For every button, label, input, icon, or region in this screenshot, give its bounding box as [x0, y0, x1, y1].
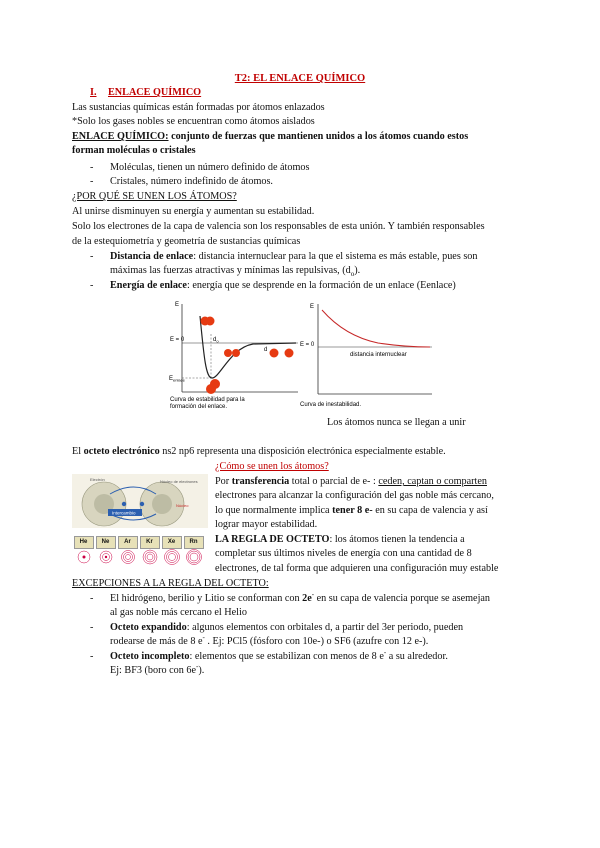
distance-item — [110, 250, 530, 279]
noble-gas-row — [74, 536, 206, 568]
p1-line-3-end: en su capa de valencia y así — [372, 504, 488, 516]
why-line-2: Solo los electrones de la capa de valencia son los responsables de esta unión. Y también responsables — [72, 221, 485, 232]
why-line-1: Al unirse disminuyen su energía y aumentan su estabilidad. — [72, 206, 315, 217]
shell-label: Núcleo de electrones — [160, 479, 198, 484]
caption: Curva de inestabilidad. — [300, 402, 362, 408]
p1-line-4: lograr mayor estabilidad. — [215, 519, 318, 531]
page-title: T2: EL ENLACE QUÍMICO — [234, 73, 366, 84]
energy-curve — [200, 316, 296, 378]
incomplete-line-1: : elementos que se estabilizan con menos de 8 e — [189, 651, 384, 662]
definition-term: ENLACE QUÍMICO: — [72, 131, 169, 142]
distance-text-1: : distancia internuclear para la que el sistema es más estable, pues son — [193, 251, 478, 262]
p1-line-3-pre: lo que normalmente implica — [215, 504, 333, 516]
d0-subscript: o — [216, 338, 219, 344]
shell-model-icon — [75, 549, 93, 565]
section-heading: ENLACE QUÍMICO — [108, 87, 202, 98]
electron-label: Electrón — [90, 477, 105, 482]
element-symbol: He — [74, 536, 94, 549]
section-number: I. — [90, 87, 97, 98]
exceptions-heading: EXCEPCIONES A LA REGLA DEL OCTETO: — [72, 578, 269, 589]
octet-term: octeto electrónico — [83, 446, 160, 457]
h-text-a: El hidrógeno, berilio y Litio se conforman con — [110, 593, 303, 604]
element-symbol: Ar — [118, 536, 138, 549]
incomplete-line-1-end: a su alrededor. — [386, 651, 448, 662]
bullet: - — [90, 162, 94, 173]
element-symbol: Kr — [140, 536, 160, 549]
energy-text: : energía que se desprende en la formación de un enlace (Eenlace) — [186, 280, 456, 291]
intro-line-1: Las sustancias químicas están formadas por átomos enlazados — [72, 102, 325, 113]
d-label: d — [264, 347, 268, 353]
h-text-c: en su capa de valencia porque se asemejan — [314, 593, 491, 604]
octet-rule-term: LA REGLA DE OCTETO — [215, 534, 330, 545]
electron-transfer-diagram — [72, 474, 208, 528]
distance-sub: o — [350, 270, 355, 279]
incomplete-sup: - — [383, 648, 387, 657]
distance-text-end: ). — [354, 265, 361, 277]
element-symbol: Ne — [96, 536, 116, 549]
d0-text: d — [213, 337, 217, 343]
caption-line-2: formación del enlace. — [170, 404, 228, 410]
expanded-sup: - — [202, 634, 205, 643]
expanded-line-2: rodearse de más de 8 e — [110, 636, 203, 648]
how-heading: ¿Cómo se unen los átomos? — [215, 461, 329, 472]
octet-rule-paragraph — [215, 533, 528, 576]
shell-model-icon — [185, 549, 203, 565]
incomplete-term: Octeto incompleto — [110, 651, 190, 662]
incomplete-line-2: Ej: BF3 (boro con 6e — [110, 665, 197, 677]
instability-curve-figure — [298, 298, 438, 414]
octet-line — [72, 445, 446, 459]
e0-label: E = 0 — [300, 342, 315, 348]
atom-circle — [206, 317, 215, 326]
energy-item — [110, 279, 530, 293]
incomplete-line-2-sup: - — [196, 663, 199, 672]
transfer-paragraph — [215, 475, 528, 533]
caption-line-1: Curva de estabilidad para la — [170, 397, 245, 403]
atom-circle — [270, 349, 279, 358]
stability-curve-figure — [168, 298, 304, 414]
exception-expanded — [110, 621, 530, 650]
definition — [72, 130, 532, 159]
element-symbol: Rn — [184, 536, 204, 549]
distance-term: Distancia de enlace — [110, 251, 194, 262]
shell-model-icon — [141, 549, 159, 565]
why-heading: ¿POR QUÉ SE UNEN LOS ÁTOMOS? — [72, 191, 237, 202]
octet-rule-line-1: : los átomos tienen la tendencia a — [329, 534, 465, 545]
exchange-label: Intercambio — [112, 510, 136, 516]
p1-pre: Por — [215, 476, 232, 487]
bullet: - — [90, 251, 94, 262]
atom-circle — [232, 349, 240, 357]
nucleus-label: Núcleo — [176, 503, 189, 508]
bullet: - — [90, 593, 94, 604]
distance-text-2: máximas las fuerzas atractivas y mínimas las repulsivas, (d — [110, 265, 351, 277]
electron-dot — [122, 502, 126, 506]
exception-incomplete — [110, 650, 530, 679]
h-sup: - — [311, 590, 315, 599]
octet-rule-line-2: completar sus últimos niveles de energía con una cantidad de 8 — [215, 548, 472, 560]
shell-model-icon — [163, 549, 181, 565]
noble-gas-tile — [118, 536, 137, 568]
noble-gas-tile — [74, 536, 93, 568]
repulsion-curve — [322, 310, 430, 347]
shell-model-icon — [119, 549, 137, 565]
shell-model-icon — [97, 549, 115, 565]
exception-hydrogen — [110, 592, 530, 621]
bullet: - — [90, 280, 94, 291]
p1-term: transferencia — [231, 476, 290, 487]
expanded-term: Octeto expandido — [110, 622, 187, 633]
bullet: - — [90, 176, 94, 187]
definition-text-2: forman moléculas o cristales — [72, 145, 196, 157]
d0-label — [213, 337, 219, 344]
list-item: Moléculas, tienen un número definido de átomos — [110, 162, 310, 173]
atom-circle — [285, 349, 294, 358]
bullet: - — [90, 651, 94, 662]
octet-pre: El — [72, 446, 84, 457]
list-item: Cristales, número indefinido de átomos. — [110, 176, 273, 187]
atom-circle — [206, 384, 216, 394]
element-symbol: Xe — [162, 536, 182, 549]
energy-term: Energía de enlace — [110, 280, 187, 291]
p1-line-2: electrones para alcanzar la configuración del gas noble más cercano, — [215, 490, 494, 502]
e-axis-label: E — [175, 302, 180, 308]
definition-text-1: conjunto de fuerzas que mantienen unidos a los átomos cuando estos — [168, 131, 469, 142]
p1-mid: total o parcial de e- : — [289, 476, 379, 487]
p1-underlined: ceden, captan o comparten — [378, 476, 487, 487]
why-line-3: de la estequiometría y geometría de sustancias químicas — [72, 236, 301, 247]
e0-label: E = 0 — [170, 337, 185, 343]
intro-line-2: *Solo los gases nobles se encuentran como átomos aislados — [72, 116, 315, 127]
enlace-text: E — [169, 376, 174, 382]
octet-rule-line-3: electrones, de tal forma que adquieren una configuración muy estable — [215, 562, 499, 574]
noble-gas-tile — [96, 536, 115, 568]
p1-line-3-term: tener 8 e- — [332, 504, 373, 516]
incomplete-line-2-end: ). — [198, 665, 205, 677]
atom-circle — [224, 349, 232, 357]
atom-nucleus — [152, 494, 172, 514]
expanded-line-1: : algunos elementos con orbitales d, a partir del 3er periodo, pueden — [186, 622, 464, 633]
expanded-line-2-end: . Ej: PCl5 (fósforo con 10e-) o SF6 (azufre con 12 e-). — [204, 636, 429, 648]
noble-gas-tile — [184, 536, 203, 568]
bullet: - — [90, 622, 94, 633]
graph-note: Los átomos nunca se llegan a unir — [327, 417, 466, 428]
enlace-label — [169, 376, 186, 383]
octet-text: ns2 np6 representa una disposición electrónica especialmente estable. — [159, 446, 446, 457]
noble-gas-tile — [140, 536, 159, 568]
h-line-2: al gas noble más cercano el Helio — [110, 607, 247, 619]
electron-dot — [140, 502, 144, 506]
h-text-b: 2e — [302, 593, 312, 604]
e-axis-label: E — [310, 304, 315, 310]
enlace-subscript: enlace — [173, 377, 185, 383]
x-axis-label: distancia internuclear — [350, 352, 407, 358]
noble-gas-tile — [162, 536, 181, 568]
